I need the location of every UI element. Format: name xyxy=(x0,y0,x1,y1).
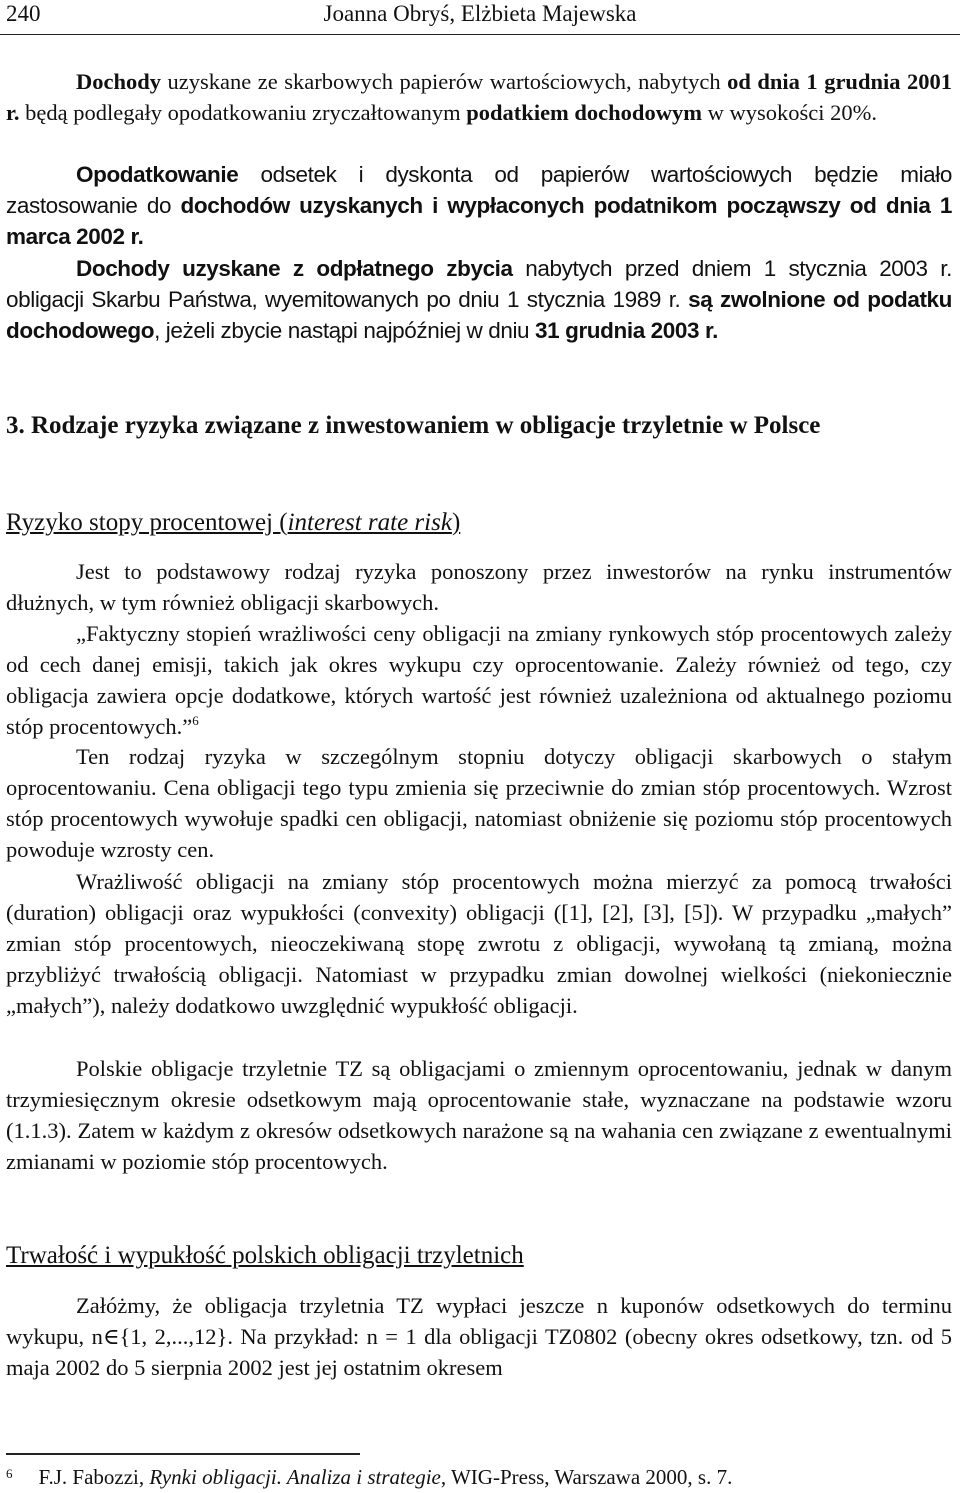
text: , WIG-Press, Warszawa 2000, s. 7. xyxy=(440,1465,733,1489)
text: uzyskane ze skarbowych papierów wartościowych, nabytych xyxy=(161,69,728,94)
paragraph-stale-oprocentowanie: Ten rodzaj ryzyka w szczególnym stopniu dotyczy obligacji skarbowych o stałym oprocentowaniu. Cena obligacji tego typu zmienia się przeciwnie do zmian stóp procentowych. Wzrost stóp procentowych wywołuje spadki cen obligacji, natomiast obniżenie się poziomu stóp procentowych powoduje wzrosty cen. xyxy=(6,744,952,862)
bold-text: są zwolnione od podatku dochodowego xyxy=(6,287,952,343)
header-rule xyxy=(0,34,960,35)
footnote-6 xyxy=(6,1460,952,1491)
paragraph-obligacje-tz: Polskie obligacje trzyletnie TZ są obligacjami o zmiennym oprocentowaniu, jednak w danym trzymiesięcznym okresie odsetkowym mają oprocentowanie stałe, wyznaczane na podstawie wzoru (1.1.3). Zatem w każdym z okresów odsetkowych narażone są na wahania cen związane z ewentualnymi zmianami w poziomie stóp procentowych. xyxy=(6,1056,952,1174)
text: w wysokości 20%. xyxy=(701,100,877,125)
text: odsetek i dyskonta od papierów wartościowych będzie miało zastosowanie do xyxy=(6,162,952,218)
page-header xyxy=(0,0,960,36)
footnote-reference: 6 xyxy=(192,713,199,728)
paragraph-podstawowy-rodzaj: Jest to podstawowy rodzaj ryzyka ponoszony przez inwestorów na rynku instrumentów dłużnych, w tym również obligacji skarbowych. xyxy=(6,559,952,615)
bold-text: Dochody xyxy=(76,69,162,94)
running-head-authors: Joanna Obryś, Elżbieta Majewska xyxy=(323,1,637,26)
bold-text: od dnia 1 grudnia 2001 r. xyxy=(6,69,952,125)
footnote-rule xyxy=(6,1453,360,1455)
paragraph-trwalosc-wypuklosc: Wrażliwość obligacji na zmiany stóp procentowych można mierzyć za pomocą trwałości (duration) obligacji oraz wypukłości (convexity) obligacji ([1], [2], [3], [5]). W przypadku „małych” zmian stóp procentowych, nieoczekiwaną stopę zwrotu z obligacji, wywołaną tą zmianą, można przybliżyć trwałością obligacji. Natomiast w przypadku zmian dowolnej wielkości (niekoniecznie „małych”), należy dodatkowo uwzględnić wypukłość obligacji. xyxy=(6,869,952,1018)
page-number: 240 xyxy=(6,1,41,26)
paragraph-opodatkowanie-odsetek xyxy=(6,159,952,252)
italic-text: Rynki obligacji. Analiza i strategie xyxy=(149,1465,441,1489)
text: Ryzyko stopy procentowej ( xyxy=(6,509,288,536)
bold-text: Dochody uzyskane z odpłatnego zbycia xyxy=(76,256,513,281)
footnote-mark: 6 xyxy=(6,1466,13,1481)
text: nabytych przed dniem 1 stycznia 2003 r. obligacji Skarbu Państwa, wyemitowanych po dniu 1 stycznia 1989 r. xyxy=(6,256,952,312)
text: F.J. Fabozzi, xyxy=(38,1465,150,1489)
paragraph-zalozmy: Załóżmy, że obligacja trzyletnia TZ wypłaci jeszcze n kuponów odsetkowych do terminu wykupu, n∈{1, 2,...,12}. Na przykład: n = 1 dla obligacji TZ0802 (obecny okres odsetkowy, tzn. od 5 maja 2002 do 5 sierpnia 2002 jest jej ostatnim okresem xyxy=(6,1293,952,1380)
bold-text: 31 grudnia 2003 r. xyxy=(535,318,718,343)
text: będą podlegały opodatkowaniu zryczałtowanym xyxy=(19,100,467,125)
paragraph-zbycie-obligacji xyxy=(6,253,952,346)
bold-text: Opodatkowanie xyxy=(76,162,239,187)
section-heading-3: 3. Rodzaje ryzyka związane z inwestowaniem w obligacje trzyletnie w Polsce xyxy=(6,412,821,439)
text: , jeżeli zbycie nastąpi najpóźniej w dniu xyxy=(154,318,536,343)
bold-text: podatkiem dochodowym xyxy=(466,100,702,125)
text: ) xyxy=(451,509,461,536)
subheading-trwalosc-polskich: Trwałość i wypukłość polskich obligacji trzyletnich xyxy=(6,1242,524,1269)
quote-text: „Faktyczny stopień wrażliwości ceny obligacji na zmiany rynkowych stóp procentowych zależy od cech danej emisji, takich jak okres wykupu czy oprocentowanie. Zależy również od tego, czy obligacja zawiera opcje dodatkowe, których wartość jest również uzależniona od aktualnego poziomu stóp procentowych.” xyxy=(6,621,952,739)
paragraph-cytat-fabozzi xyxy=(6,618,952,742)
bold-text: dochodów uzyskanych i wypłaconych podatnikom począwszy od dnia 1 marca 2002 r. xyxy=(6,193,952,249)
subheading-interest-rate-risk xyxy=(6,507,460,539)
italic-text: interest rate risk xyxy=(287,509,452,536)
paragraph-dochody-skarbowe xyxy=(6,66,952,128)
